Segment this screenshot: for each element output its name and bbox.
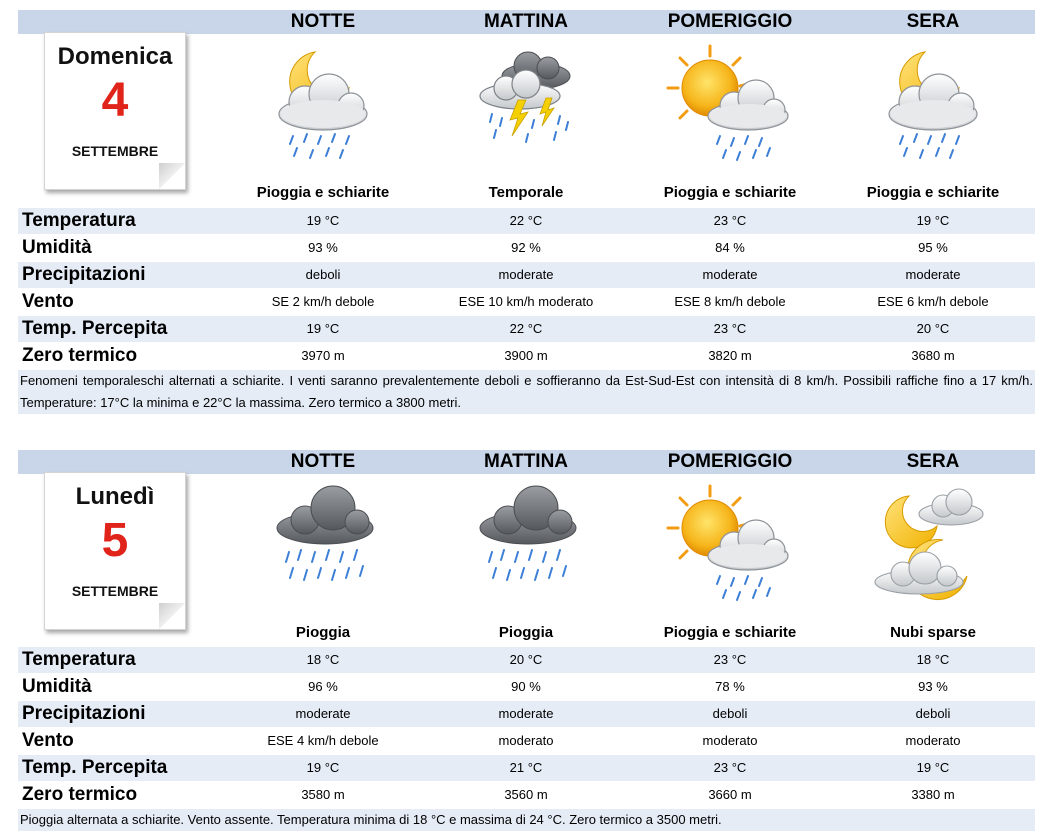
moon-clouds-icon [863,484,1003,604]
cell: 93 % [918,679,948,694]
cell: 3580 m [301,787,345,802]
row-precipitazioni [18,701,1035,727]
row-label: Precipitazioni [22,703,146,724]
cell: 23 °C [713,321,747,336]
calendar-date [44,32,186,190]
moon-cloud-rain-icon [253,44,393,164]
row-vento [18,289,1035,315]
cell: moderato [498,733,554,748]
cell: 78 % [715,679,745,694]
cell: ESE 8 km/h debole [674,294,786,309]
row-label: Umidità [22,676,92,697]
cell: ESE 10 km/h moderato [458,294,594,309]
condition-night: Pioggia e schiarite [256,184,390,201]
calendar-date [44,472,186,630]
cell: 21 °C [509,760,543,775]
day-forecast-2 [18,450,1035,834]
cell: moderato [905,733,961,748]
cell: 20 °C [509,652,543,667]
row-vento [18,728,1035,754]
row-label: Zero termico [22,784,138,805]
cell: moderate [498,706,554,721]
forecast-description: Pioggia alternata a schiarite. Vento assente. Temperatura minima di 18 °C e massima di 24 °C. Zero termico a 3500 metri. [18,809,1035,831]
period-morning: MATTINA [483,451,569,472]
period-evening: SERA [906,451,960,472]
condition-night: Pioggia [295,624,351,641]
forecast-description: Fenomeni temporaleschi alternati a schiarite. I venti saranno prevalentemente deboli e soffieranno da Est-Sud-Est con intensità di 8 km/h. Possibili raffiche fino a 17 km/h. Temperature: 17°C la minima e 22°C la massima. Zero termico a 3800 metri. [18,370,1035,414]
weekday: Domenica [57,43,173,70]
cell: 3970 m [301,348,345,363]
cell: 22 °C [509,321,543,336]
cell: 19 °C [306,321,340,336]
cell: 23 °C [713,213,747,228]
row-label: Vento [22,730,74,751]
row-umidita [18,235,1035,261]
sun-cloud-rain-icon [660,484,800,604]
cell: 22 °C [509,213,543,228]
cell: deboli [915,706,951,721]
cloud-rain-icon [253,484,393,604]
cloud-rain-icon [456,484,596,604]
cell: 19 °C [916,213,950,228]
period-afternoon: POMERIGGIO [667,451,793,472]
cell: 18 °C [306,652,340,667]
row-label: Umidità [22,237,92,258]
cell: deboli [712,706,748,721]
cell: 96 % [308,679,338,694]
day-forecast-1 [18,10,1035,414]
row-label: Temperatura [22,649,136,670]
cell: 92 % [511,240,541,255]
page-curl [159,163,185,189]
period-night: NOTTE [290,451,356,472]
cell: moderato [702,733,758,748]
row-temp-percepita [18,755,1035,781]
cell: 3560 m [504,787,548,802]
condition-afternoon: Pioggia e schiarite [663,184,797,201]
row-label: Zero termico [22,345,138,366]
row-label: Temperatura [22,210,136,231]
row-label: Temp. Percepita [22,318,168,339]
cell: 3660 m [708,787,752,802]
cell: 95 % [918,240,948,255]
row-temperatura [18,647,1035,673]
cell: 19 °C [306,213,340,228]
cell: moderate [702,267,758,282]
row-precipitazioni [18,262,1035,288]
cell: 19 °C [916,760,950,775]
row-temperatura [18,208,1035,234]
cell: moderate [498,267,554,282]
row-label: Precipitazioni [22,264,146,285]
condition-morning: Temporale [488,184,564,201]
condition-evening: Pioggia e schiarite [866,184,1000,201]
cell: 23 °C [713,760,747,775]
cell: 18 °C [916,652,950,667]
cell: 84 % [715,240,745,255]
period-night: NOTTE [290,11,356,32]
row-label: Temp. Percepita [22,757,168,778]
row-label: Vento [22,291,74,312]
cell: deboli [305,267,341,282]
page-curl [159,603,185,629]
cell: ESE 6 km/h debole [877,294,989,309]
row-zero-termico [18,343,1035,369]
cell: SE 2 km/h debole [271,294,375,309]
cell: 3380 m [911,787,955,802]
cell: 20 °C [916,321,950,336]
condition-morning: Pioggia [498,624,554,641]
sun-cloud-rain-icon [660,44,800,164]
cell: moderate [295,706,351,721]
month: SETTEMBRE [71,583,159,599]
cell: 90 % [511,679,541,694]
period-afternoon: POMERIGGIO [667,11,793,32]
cell: 23 °C [713,652,747,667]
cell: 93 % [308,240,338,255]
cell: 3680 m [911,348,955,363]
day-number: 4 [101,74,129,127]
row-zero-termico [18,782,1035,808]
moon-cloud-rain-icon [863,44,1003,164]
row-umidita [18,674,1035,700]
condition-evening: Nubi sparse [890,624,976,641]
period-morning: MATTINA [483,11,569,32]
cell: 19 °C [306,760,340,775]
period-evening: SERA [906,11,960,32]
row-temp-percepita [18,316,1035,342]
weekday: Lunedì [75,483,155,510]
day-number: 5 [101,514,129,567]
cell: moderate [905,267,961,282]
cell: 3820 m [708,348,752,363]
cell: ESE 4 km/h debole [267,733,379,748]
cell: 3900 m [504,348,548,363]
condition-afternoon: Pioggia e schiarite [663,624,797,641]
month: SETTEMBRE [71,143,159,159]
thunderstorm-icon [456,44,596,164]
